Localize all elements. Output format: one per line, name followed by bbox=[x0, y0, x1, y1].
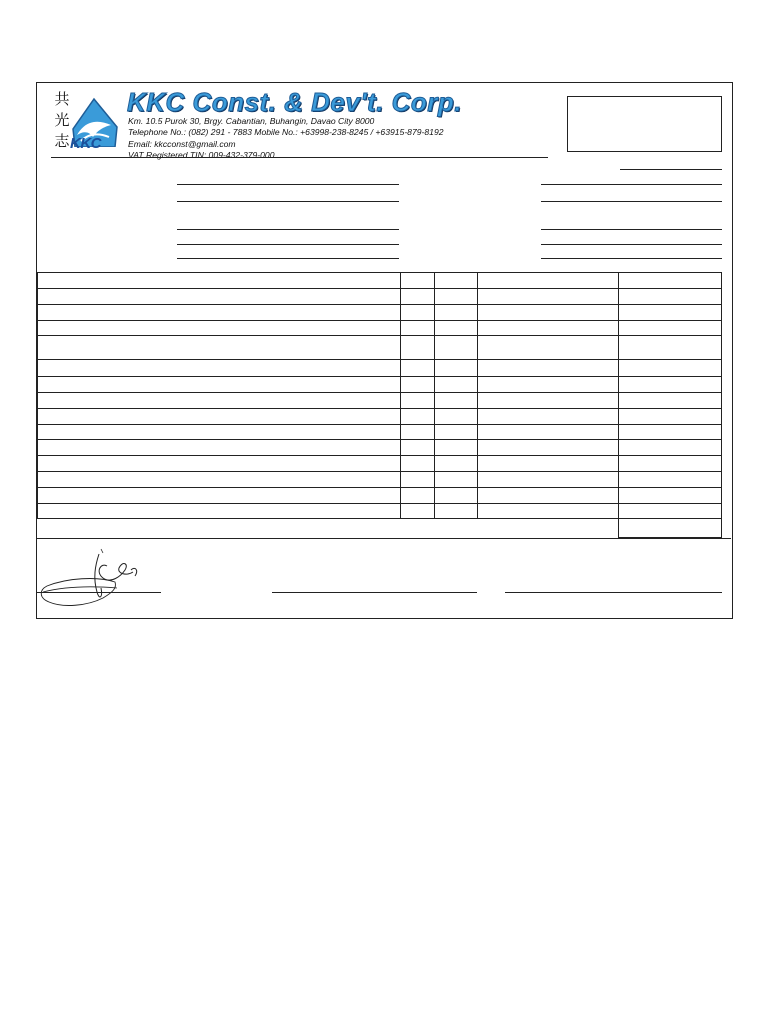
table-cell[interactable] bbox=[477, 273, 618, 289]
table-cell[interactable] bbox=[618, 456, 721, 472]
table-cell[interactable] bbox=[618, 273, 721, 289]
table-cell[interactable] bbox=[434, 336, 477, 360]
signature-line[interactable] bbox=[37, 592, 161, 593]
kanji-char: 志 bbox=[54, 132, 70, 150]
table-cell[interactable] bbox=[618, 488, 721, 504]
company-details bbox=[128, 116, 444, 161]
table-cell[interactable] bbox=[434, 393, 477, 409]
table-cell[interactable] bbox=[434, 305, 477, 321]
table-cell[interactable] bbox=[38, 440, 401, 456]
table-cell[interactable] bbox=[618, 472, 721, 488]
table-cell[interactable] bbox=[38, 472, 401, 488]
company-vat: VAT Registered TIN: 009-432-379-000 bbox=[128, 149, 275, 160]
table-cell[interactable] bbox=[477, 360, 618, 377]
table-cell[interactable] bbox=[477, 377, 618, 393]
table-cell[interactable] bbox=[618, 425, 721, 440]
table-cell[interactable] bbox=[400, 488, 434, 504]
table-cell[interactable] bbox=[400, 425, 434, 440]
signature-line[interactable] bbox=[272, 592, 477, 593]
table-cell[interactable] bbox=[38, 409, 401, 425]
table-cell[interactable] bbox=[618, 440, 721, 456]
table-cell[interactable] bbox=[618, 360, 721, 377]
table-cell[interactable] bbox=[38, 456, 401, 472]
date-field-line[interactable] bbox=[620, 169, 722, 170]
table-cell[interactable] bbox=[400, 336, 434, 360]
table-cell[interactable] bbox=[477, 456, 618, 472]
table-cell[interactable] bbox=[38, 336, 401, 360]
kanji-char: 共 bbox=[54, 90, 70, 108]
table-cell[interactable] bbox=[38, 393, 401, 409]
company-telephone: Telephone No.: (082) 291 - 7883 Mobile No.: +63998-238-8245 / +63915-879-8192 bbox=[128, 127, 444, 138]
customer-field-line[interactable] bbox=[177, 244, 399, 245]
table-cell[interactable] bbox=[618, 377, 721, 393]
table-cell[interactable] bbox=[434, 377, 477, 393]
table-cell[interactable] bbox=[400, 305, 434, 321]
table-row bbox=[38, 393, 722, 409]
company-email: Email: kkcconst@gmail.com bbox=[128, 138, 236, 149]
table-cell[interactable] bbox=[477, 393, 618, 409]
table-cell[interactable] bbox=[400, 456, 434, 472]
table-cell[interactable] bbox=[400, 377, 434, 393]
table-row bbox=[38, 472, 722, 488]
table-cell[interactable] bbox=[38, 289, 401, 305]
signature-area-divider bbox=[37, 538, 731, 539]
table-cell[interactable] bbox=[618, 409, 721, 425]
handwritten-signature bbox=[37, 548, 141, 610]
table-cell[interactable] bbox=[38, 488, 401, 504]
table-row bbox=[38, 456, 722, 472]
table-cell[interactable] bbox=[400, 360, 434, 377]
customer-field-line[interactable] bbox=[177, 258, 399, 259]
table-cell[interactable] bbox=[38, 425, 401, 440]
table-cell[interactable] bbox=[38, 360, 401, 377]
receipt-number-box[interactable] bbox=[567, 96, 722, 152]
table-cell[interactable] bbox=[400, 440, 434, 456]
table-cell[interactable] bbox=[477, 409, 618, 425]
table-row bbox=[38, 289, 722, 305]
company-name: KKC Const. & Dev't. Corp. bbox=[127, 87, 463, 117]
table-cell[interactable] bbox=[434, 440, 477, 456]
table-cell[interactable] bbox=[434, 472, 477, 488]
table-cell[interactable] bbox=[38, 321, 401, 336]
table-cell[interactable] bbox=[400, 393, 434, 409]
table-row bbox=[38, 305, 722, 321]
table-cell[interactable] bbox=[434, 289, 477, 305]
table-row bbox=[38, 377, 722, 393]
customer-field-line[interactable] bbox=[541, 201, 722, 202]
total-label-cell bbox=[38, 519, 619, 538]
customer-field-line[interactable] bbox=[177, 229, 399, 230]
table-cell[interactable] bbox=[477, 289, 618, 305]
table-row bbox=[38, 336, 722, 360]
total-amount-cell[interactable] bbox=[618, 519, 721, 538]
header-rule bbox=[51, 157, 548, 158]
table-cell[interactable] bbox=[434, 360, 477, 377]
company-address: Km. 10.5 Purok 30, Brgy. Cabantian, Buhangin, Davao City 8000 bbox=[128, 116, 375, 126]
receipt-form bbox=[36, 82, 733, 619]
table-cell[interactable] bbox=[434, 504, 477, 519]
table-cell[interactable] bbox=[618, 336, 721, 360]
table-cell[interactable] bbox=[477, 440, 618, 456]
logo-text: KKC bbox=[70, 135, 101, 152]
table-cell[interactable] bbox=[477, 504, 618, 519]
table-row bbox=[38, 360, 722, 377]
table-row bbox=[38, 409, 722, 425]
table-cell[interactable] bbox=[434, 409, 477, 425]
table-cell[interactable] bbox=[434, 488, 477, 504]
customer-field-line[interactable] bbox=[177, 184, 399, 185]
table-cell[interactable] bbox=[400, 504, 434, 519]
customer-field-line[interactable] bbox=[541, 244, 722, 245]
table-cell[interactable] bbox=[400, 289, 434, 305]
table-cell[interactable] bbox=[38, 504, 401, 519]
table-cell[interactable] bbox=[618, 289, 721, 305]
table-cell[interactable] bbox=[400, 409, 434, 425]
table-cell[interactable] bbox=[477, 305, 618, 321]
table-cell[interactable] bbox=[477, 321, 618, 336]
total-row bbox=[38, 519, 722, 538]
customer-field-line[interactable] bbox=[541, 258, 722, 259]
table-cell[interactable] bbox=[400, 472, 434, 488]
table-cell[interactable] bbox=[477, 336, 618, 360]
signature-line[interactable] bbox=[505, 592, 722, 593]
table-cell[interactable] bbox=[38, 273, 401, 289]
customer-field-line[interactable] bbox=[541, 229, 722, 230]
table-cell[interactable] bbox=[477, 425, 618, 440]
table-row bbox=[38, 504, 722, 519]
items-table bbox=[37, 272, 722, 538]
table-cell[interactable] bbox=[618, 504, 721, 519]
table-cell[interactable] bbox=[477, 472, 618, 488]
table-cell[interactable] bbox=[618, 305, 721, 321]
table-cell[interactable] bbox=[618, 321, 721, 336]
table-cell[interactable] bbox=[400, 321, 434, 336]
table-cell[interactable] bbox=[38, 305, 401, 321]
table-row bbox=[38, 440, 722, 456]
table-cell[interactable] bbox=[434, 456, 477, 472]
table-cell[interactable] bbox=[38, 377, 401, 393]
table-cell[interactable] bbox=[434, 425, 477, 440]
table-row bbox=[38, 488, 722, 504]
kanji-char: 光 bbox=[54, 111, 70, 129]
table-cell[interactable] bbox=[477, 488, 618, 504]
table-header-row bbox=[38, 273, 722, 289]
table-cell[interactable] bbox=[434, 273, 477, 289]
table-cell[interactable] bbox=[400, 273, 434, 289]
table-cell[interactable] bbox=[618, 393, 721, 409]
customer-field-line[interactable] bbox=[177, 201, 399, 202]
table-row bbox=[38, 321, 722, 336]
table-cell[interactable] bbox=[434, 321, 477, 336]
table-row bbox=[38, 425, 722, 440]
customer-field-line[interactable] bbox=[541, 184, 722, 185]
